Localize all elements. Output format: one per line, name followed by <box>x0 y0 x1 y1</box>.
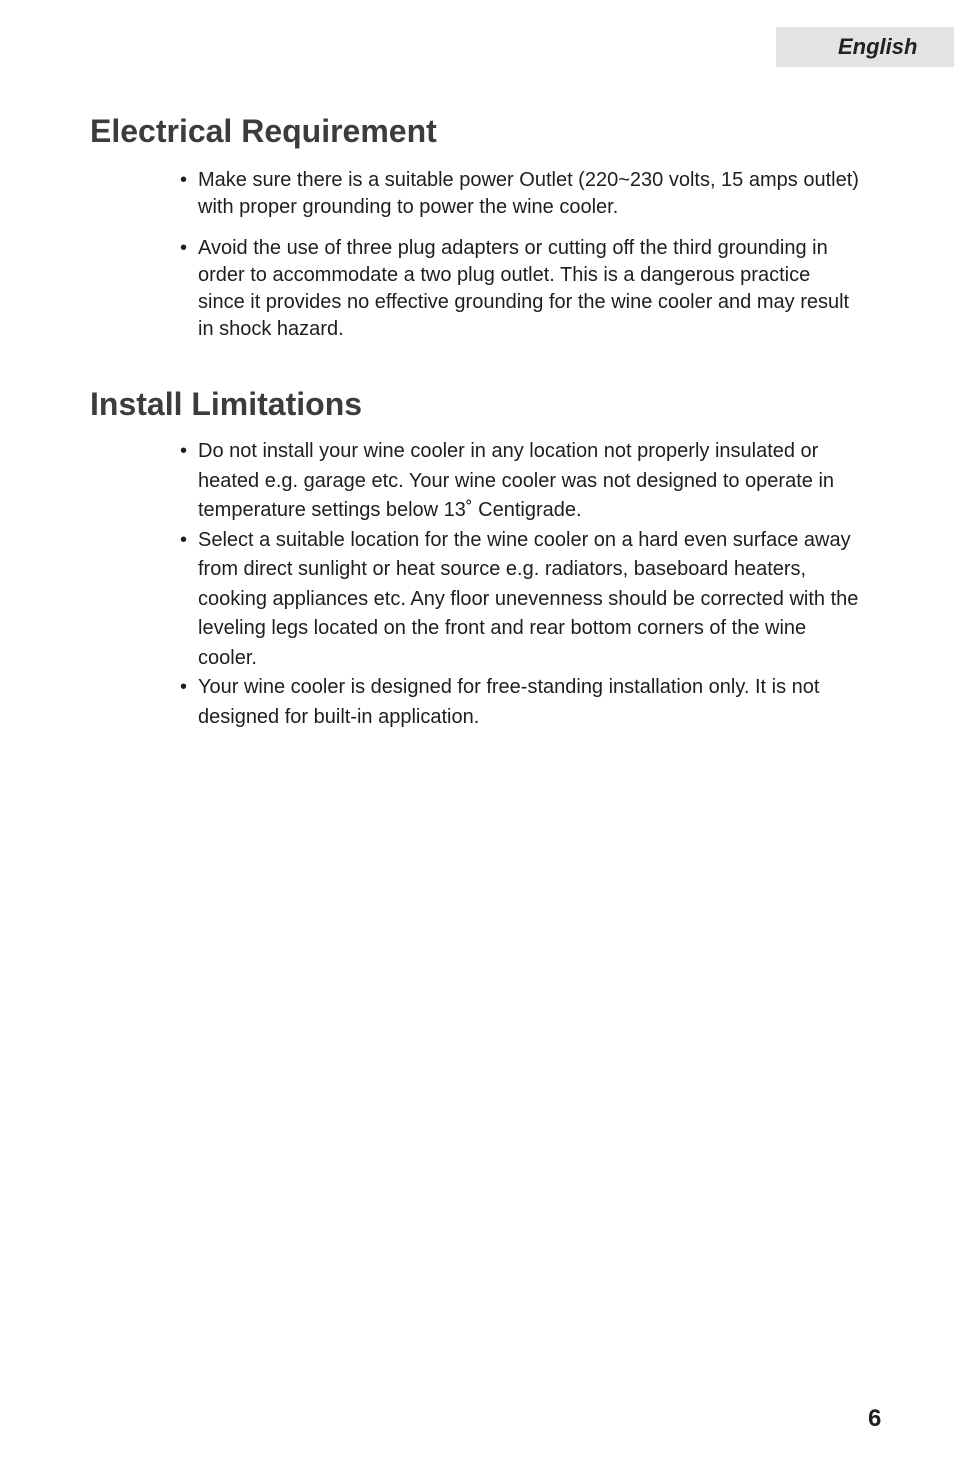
page-number: 6 <box>868 1405 882 1432</box>
install-limitations-section <box>90 383 864 728</box>
bullet-item: • Make sure there is a suitable power Outlet (220~230 volts, 15 amps outlet) with proper grounding to power the wine cooler. <box>180 167 860 221</box>
section-heading: Install Limitations <box>90 386 363 422</box>
bullet-item: • Select a suitable location for the wine cooler on a hard even surface away from direct sunlight or heat source e.g. radiators, baseboard heaters, cooking appliances etc. Any floor unevenness should be corrected with the leveling legs located on the front and rear bottom corners of the wine cooler. <box>180 526 860 674</box>
bullet-list <box>180 437 860 732</box>
bullet-item: • Avoid the use of three plug adapters or cutting off the third grounding in order to accommodate a two plug outlet. This is a dangerous practice since it provides no effective grounding for the wine cooler and may result in shock hazard. <box>180 235 860 343</box>
electrical-requirement-section <box>90 110 864 340</box>
language-tab: English <box>776 27 954 67</box>
bullet-list <box>180 167 860 357</box>
section-heading: Electrical Requirement <box>90 113 437 149</box>
bullet-item: • Your wine cooler is designed for free-standing installation only. It is not designed for built-in application. <box>180 673 860 732</box>
bullet-item: • Do not install your wine cooler in any location not properly insulated or heated e.g. garage etc. Your wine cooler was not designed to operate in temperature settings below 13˚ Centigrade. <box>180 437 860 526</box>
